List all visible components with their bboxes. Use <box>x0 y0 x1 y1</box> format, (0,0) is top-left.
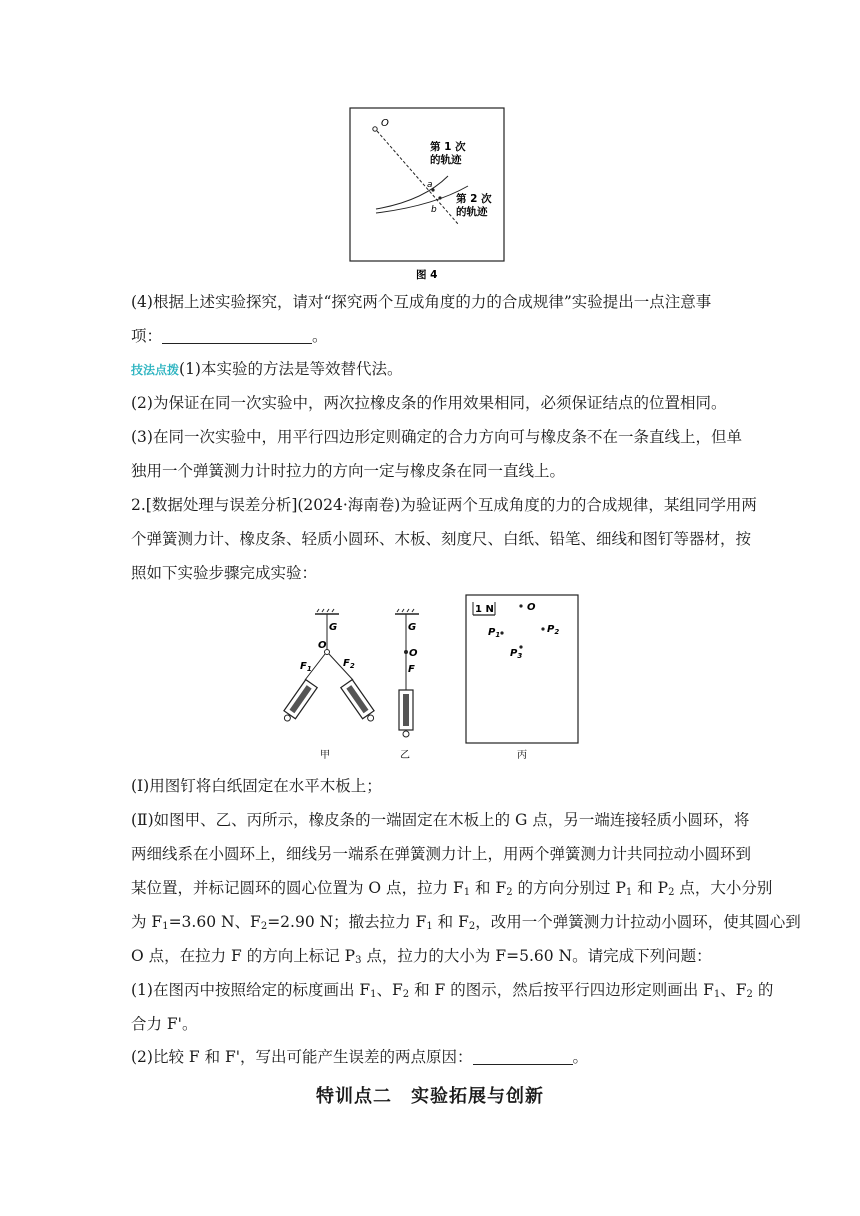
figure-bing <box>466 595 578 761</box>
trace-1-curve <box>376 176 448 209</box>
tips-tag: 技法点拨 <box>131 363 180 377</box>
figure-4 <box>348 106 508 282</box>
point-o-marker <box>373 127 377 131</box>
problem2-line-3: 照如下实验步骤完成实验： <box>131 564 318 582</box>
question-2-period: 。 <box>572 1048 589 1066</box>
label-f2-jia: $F_2$ <box>343 658 355 670</box>
step-2-line-2: 两细线系在小圆环上，细线另一端系在弹簧测力计上，用两个弹簧测力计共同拉动小圆环到 <box>131 845 752 863</box>
step-2-line-5: O 点，在拉力 F 的方向上标记 $P_3$ 点，拉力的大小为 F=5.60 N。请完成下列问题： <box>131 947 712 966</box>
point-o-bing <box>519 604 522 607</box>
tips-line-4: 独用一个弹簧测力计时拉力的方向一定与橡皮条在同一直线上。 <box>131 462 566 480</box>
trace-1-label-1: 第 1 次 <box>430 141 466 153</box>
step-1: (Ⅰ)用图钉将白纸固定在水平木板上； <box>131 777 382 795</box>
spring-scale-single <box>399 690 413 737</box>
label-o: O <box>381 118 389 129</box>
label-p1: $P_1$ <box>488 627 501 639</box>
q4-line-2 <box>131 326 731 346</box>
label-f-yi: F <box>408 664 415 675</box>
spring-scale-left <box>280 680 317 725</box>
q4-period: 。 <box>312 327 328 345</box>
label-scale: 1 N <box>475 604 494 615</box>
label-f1-jia: $F_1$ <box>300 661 312 673</box>
label-bing: 丙 <box>517 750 527 761</box>
trace-2-label-1: 第 2 次 <box>456 193 492 205</box>
label-g-jia: G <box>329 622 338 633</box>
tips-line-1 <box>131 359 731 380</box>
spring-scale-right <box>341 680 378 725</box>
label-o-jia: O <box>318 640 327 651</box>
question-2-text: (2)比较 F 和 F'，写出可能产生误差的两点原因： <box>131 1048 473 1066</box>
question-1-line-1: (1)在图丙中按照给定的标度画出 $F_1$、$F_2$ 和 F 的图示，然后按平行四边形定则画出 $F_1$、$F_2$ 的 <box>131 981 774 1000</box>
problem2-line-1: 2.[数据处理与误差分析](2024·海南卷)为验证两个互成角度的力的合成规律，某组同学用两 <box>131 496 757 514</box>
label-o-yi: O <box>409 648 418 659</box>
trace-1-label-2: 的轨迹 <box>430 154 462 166</box>
question-1-line-2: 合力 F'。 <box>131 1015 198 1033</box>
point-p3 <box>519 645 522 648</box>
point-b <box>438 196 441 199</box>
step-2-line-4: 为 $F_1=3.60$ N、$F_2=2.90$ N；撤去拉力 $F_1$ 和 $F_2$，改用一个弹簧测力计拉动小圆环，使其圆心到 <box>131 913 801 932</box>
label-b: b <box>431 205 437 215</box>
q4-text-2: 项： <box>131 327 163 345</box>
point-p2 <box>541 627 544 630</box>
q4-line-1 <box>131 292 731 312</box>
tips-line-2: (2)为保证在同一次实验中，两次拉橡皮条的作用效果相同，必须保证结点的位置相同。 <box>131 394 727 412</box>
label-g-yi: G <box>408 622 417 633</box>
point-p1 <box>500 631 503 634</box>
section-heading: 特训点二 实验拓展与创新 <box>316 1086 544 1107</box>
figure-jia-yi-bing <box>275 590 590 765</box>
step-2-line-1: (Ⅱ)如图甲、乙、丙所示，橡皮条的一端固定在木板上的 G 点，另一端连接轻质小圆环，将 <box>131 811 750 829</box>
label-o-bing: O <box>527 602 536 613</box>
question-2-answer-blank[interactable] <box>473 1050 573 1065</box>
question-2 <box>131 1047 731 1067</box>
tips-line-3: (3)在同一次实验中，用平行四边形定则确定的合力方向可与橡皮条不在一条直线上，但单 <box>131 428 742 446</box>
tips-p1: (1)本实验的方法是等效替代法。 <box>179 360 403 378</box>
q4-text-1: (4)根据上述实验探究，请对“探究两个互成角度的力的合成规律”实验提出一点注意事 <box>131 293 712 311</box>
step-2-line-3: 某位置，并标记圆环的圆心位置为 O 点，拉力 $F_1$ 和 $F_2$ 的方向分别过 $P_1$ 和 $P_2$ 点，大小分别 <box>131 879 773 898</box>
figure-jia <box>280 609 378 761</box>
label-p2: $P_2$ <box>547 624 560 636</box>
trace-2-label-2: 的轨迹 <box>456 206 488 218</box>
label-a: a <box>427 180 433 190</box>
label-jia: 甲 <box>320 750 330 761</box>
figure-yi <box>395 609 419 761</box>
trace-2-curve <box>376 186 468 213</box>
label-yi: 乙 <box>400 750 410 761</box>
problem2-line-2: 个弹簧测力计、橡皮条、轻质小圆环、木板、刻度尺、白纸、铅笔、细线和图钉等器材，按 <box>131 530 752 548</box>
label-p3: $P_3$ <box>510 648 523 660</box>
figure-4-caption: 图 4 <box>416 269 438 281</box>
q4-answer-blank[interactable] <box>162 329 312 344</box>
